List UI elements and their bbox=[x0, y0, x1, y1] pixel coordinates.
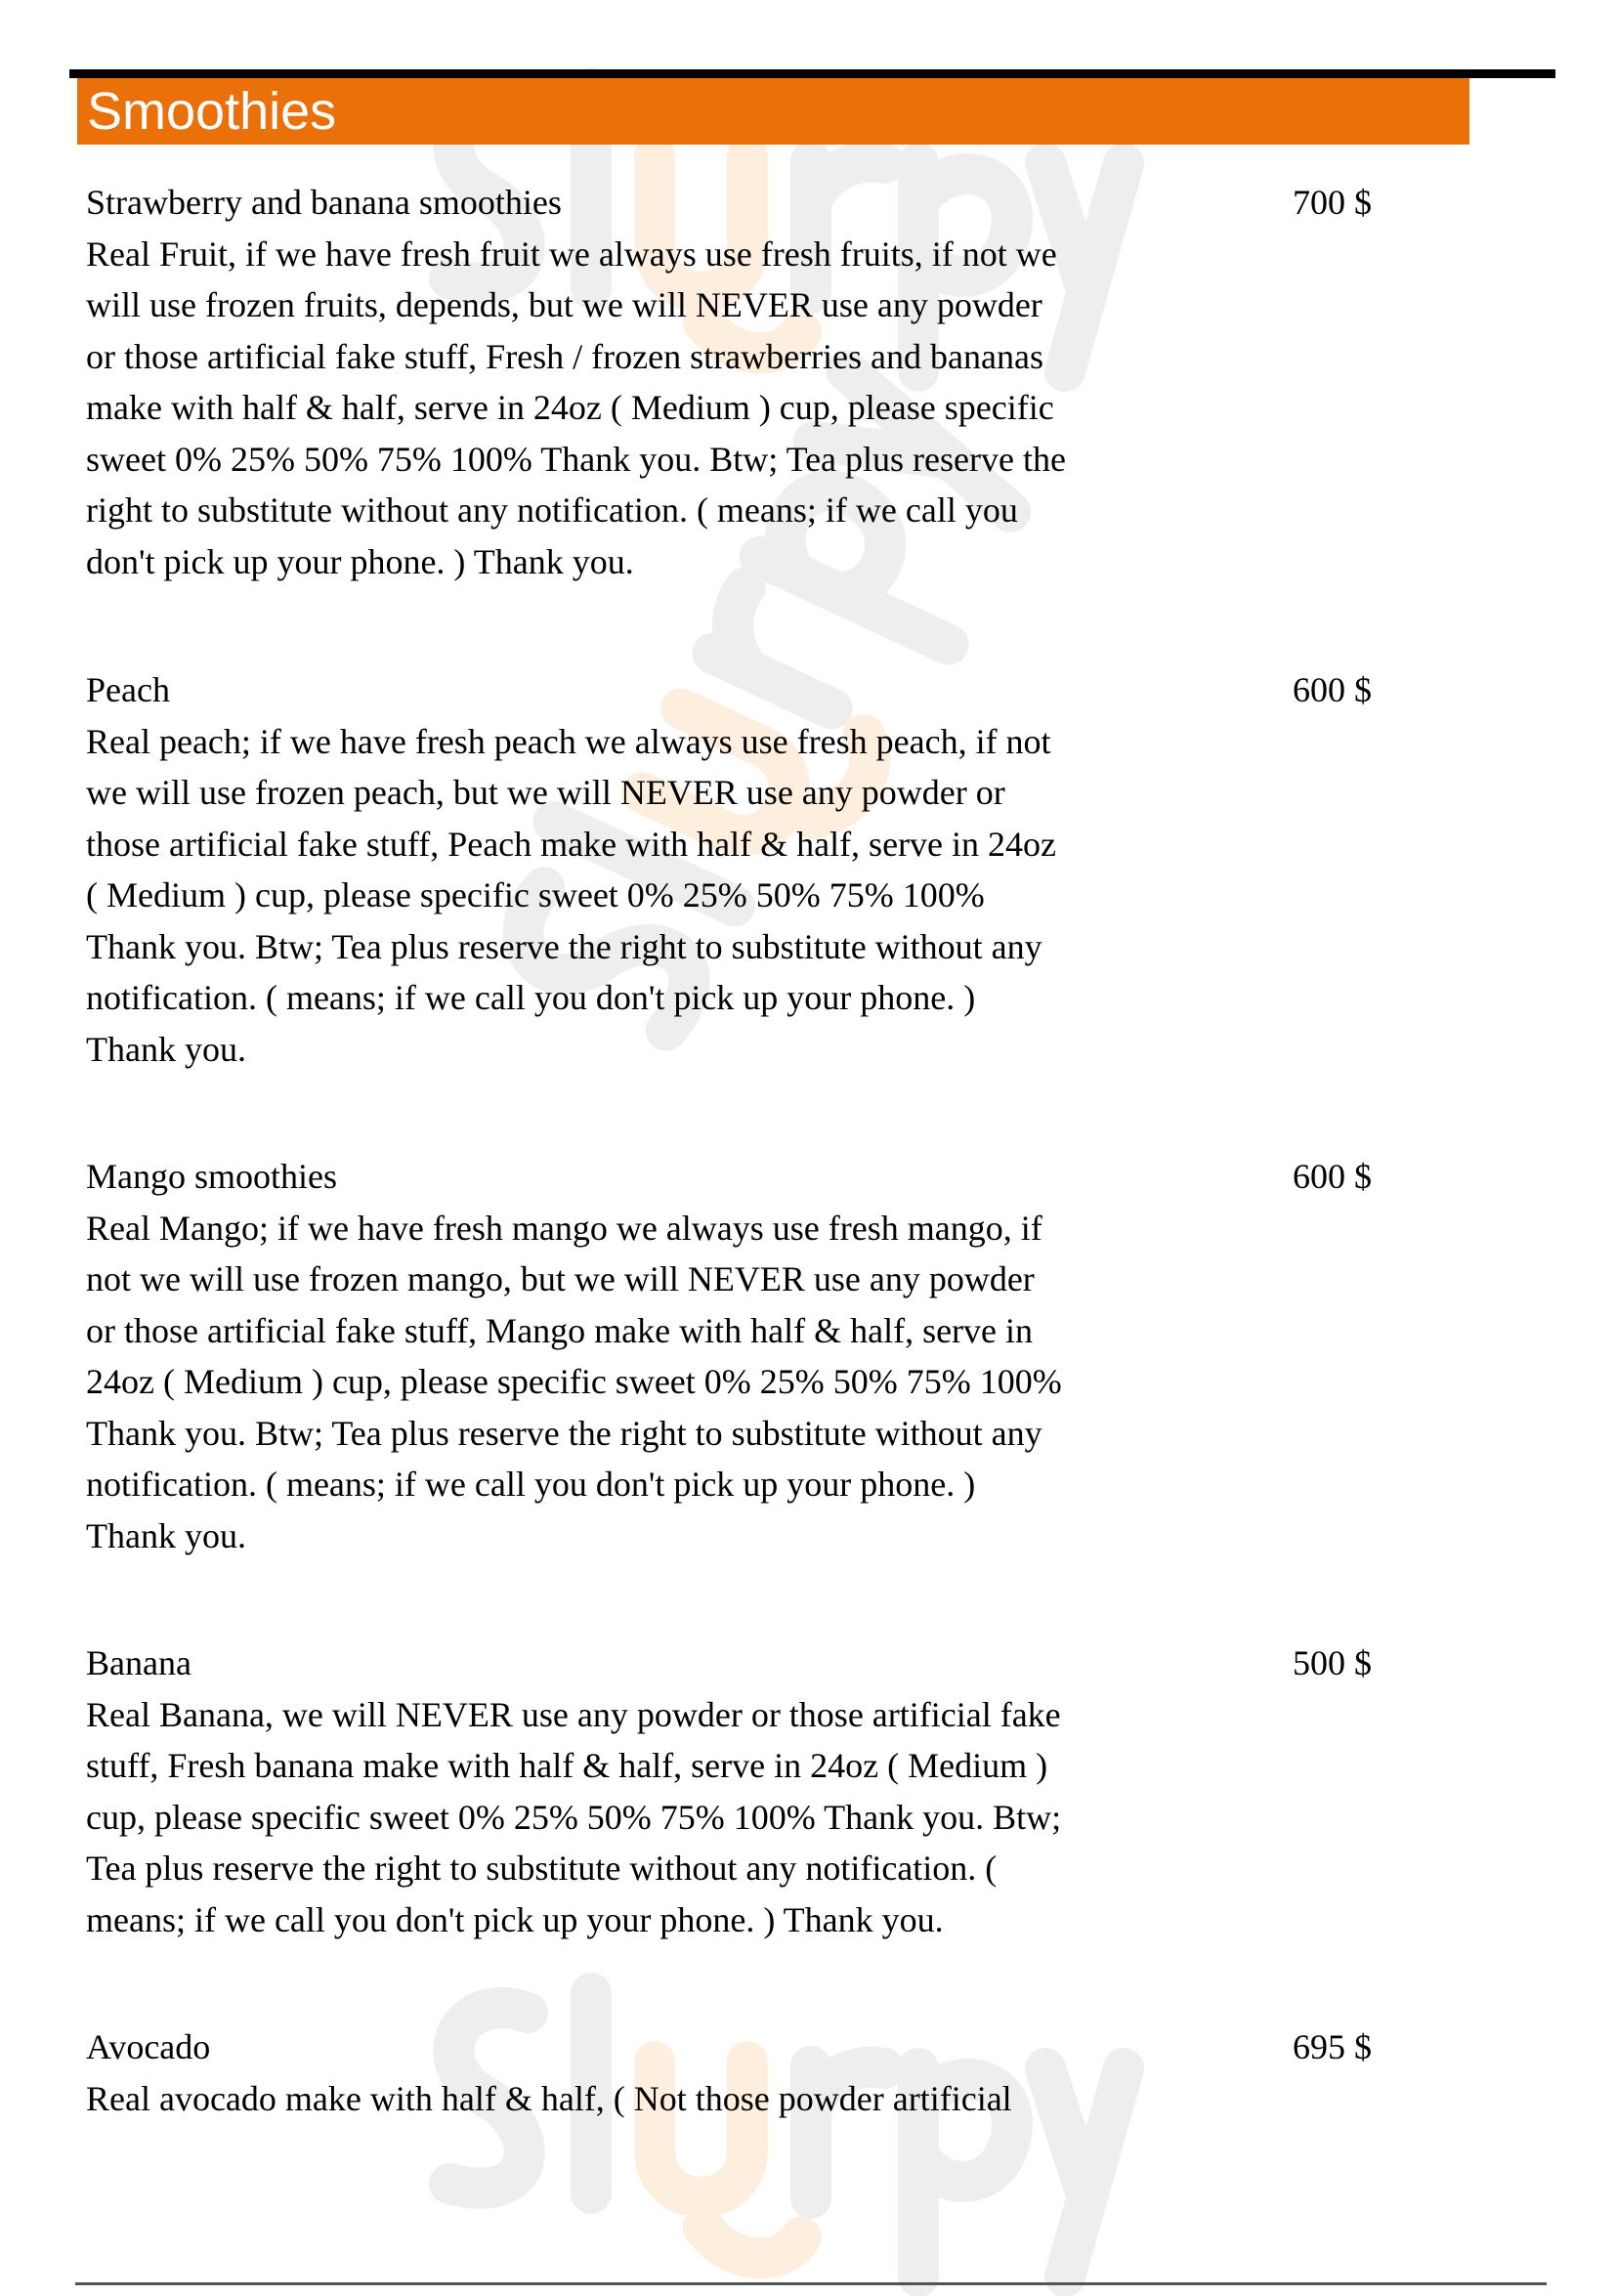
menu-item bbox=[86, 177, 1552, 587]
item-description-line: Thank you. Btw; Tea plus reserve the right to substitute without any bbox=[86, 926, 1042, 966]
menu-item bbox=[86, 1151, 1552, 1561]
item-description-line: or those artificial fake stuff, Mango make with half & half, serve in bbox=[86, 1310, 1034, 1350]
item-description-line: those artificial fake stuff, Peach make with half & half, serve in 24oz bbox=[86, 824, 1056, 864]
item-description-line: Real peach; if we have fresh peach we always use fresh peach, if not bbox=[86, 721, 1051, 761]
item-description-line: stuff, Fresh banana make with half & half, serve in 24oz ( Medium ) bbox=[86, 1746, 1048, 1785]
item-description-line: we will use frozen peach, but we will NEVER use any powder or bbox=[86, 773, 1005, 812]
item-description-line: Tea plus reserve the right to substitute without any notification. ( bbox=[86, 1849, 998, 1888]
item-description-line: not we will use frozen mango, but we will NEVER use any powder bbox=[86, 1259, 1035, 1298]
item-description-line: notification. ( means; if we call you don't pick up your phone. ) bbox=[86, 978, 976, 1017]
item-description-line: Real avocado make with half & half, ( Not those powder artificial bbox=[86, 2078, 1012, 2118]
item-price: 600 $ bbox=[1293, 670, 1372, 709]
item-price: 500 $ bbox=[1293, 1643, 1372, 1682]
item-description-line: make with half & half, serve in 24oz ( Medium ) cup, please specific bbox=[86, 388, 1054, 427]
item-description-line: Real Banana, we will NEVER use any powder or those artificial fake bbox=[86, 1694, 1061, 1734]
item-name: Banana bbox=[86, 1643, 191, 1682]
item-name: Avocado bbox=[86, 2027, 211, 2066]
section-header bbox=[77, 78, 1469, 145]
top-rule bbox=[69, 69, 1555, 78]
item-description-line: means; if we call you don't pick up your phone. ) Thank you. bbox=[86, 1899, 944, 1939]
item-description-line: notification. ( means; if we call you don't pick up your phone. ) bbox=[86, 1465, 976, 1504]
item-name: Peach bbox=[86, 670, 170, 709]
item-description-line: Thank you. bbox=[86, 1029, 246, 1069]
section-title: Smoothies bbox=[87, 82, 337, 141]
item-name: Strawberry and banana smoothies bbox=[86, 183, 562, 222]
item-description-line: don't pick up your phone. ) Thank you. bbox=[86, 541, 634, 581]
item-name: Mango smoothies bbox=[86, 1157, 337, 1196]
item-price: 600 $ bbox=[1293, 1157, 1372, 1196]
item-description-line: Thank you. bbox=[86, 1515, 246, 1555]
item-description-line: 24oz ( Medium ) cup, please specific sweet 0% 25% 50% 75% 100% bbox=[86, 1362, 1062, 1401]
item-description-line: Real Fruit, if we have fresh fruit we always use fresh fruits, if not we bbox=[86, 234, 1057, 274]
item-price: 695 $ bbox=[1293, 2027, 1372, 2066]
item-price: 700 $ bbox=[1293, 183, 1372, 222]
item-description-line: Thank you. Btw; Tea plus reserve the right to substitute without any bbox=[86, 1413, 1042, 1453]
item-description-line: cup, please specific sweet 0% 25% 50% 75% 100% Thank you. Btw; bbox=[86, 1797, 1062, 1837]
item-description-line: will use frozen fruits, depends, but we will NEVER use any powder bbox=[86, 285, 1042, 324]
item-description-line: or those artificial fake stuff, Fresh / frozen strawberries and bananas bbox=[86, 336, 1043, 376]
item-description-line: Real Mango; if we have fresh mango we always use fresh mango, if bbox=[86, 1208, 1042, 1248]
menu-item bbox=[86, 1637, 1552, 1945]
item-description-line: ( Medium ) cup, please specific sweet 0% 25% 50% 75% 100% bbox=[86, 875, 985, 914]
item-description-line: sweet 0% 25% 50% 75% 100% Thank you. Btw; Tea plus reserve the bbox=[86, 439, 1066, 479]
menu-item bbox=[86, 2021, 1552, 2124]
item-description-line: right to substitute without any notification. ( means; if we call you bbox=[86, 490, 1018, 530]
menu-item bbox=[86, 664, 1552, 1075]
